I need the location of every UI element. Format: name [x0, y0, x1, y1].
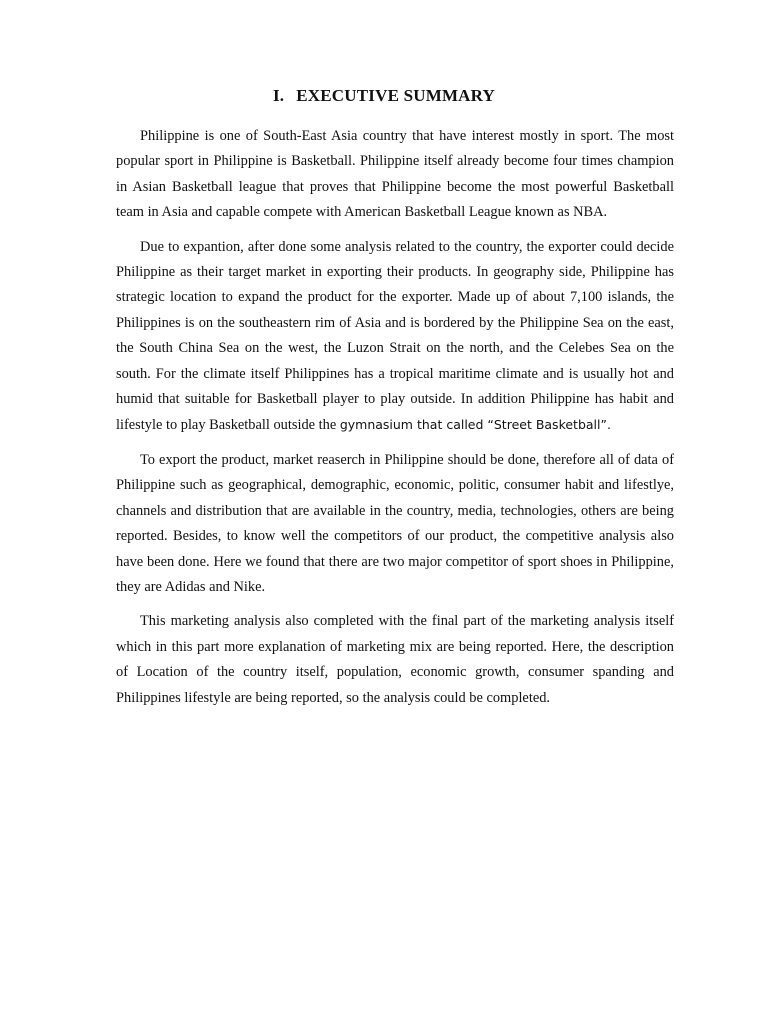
- paragraph-3-text: To export the product, market reaserch in Philippine should be done, therefore all of data of Philippine such as geographical, demographic, economic, politic, consumer habit and lifestlye, channels and distribution that are available in the country, media, technologies, others are being reported. Besides, to know well the competitors of our product, the competitive analysis also have been done. Here we found that there are two major competitor of sport shoes in Philippine, they are Adidas and Nike.: [116, 451, 674, 595]
- paragraph-1: [116, 124, 674, 226]
- paragraph-4: [116, 609, 674, 711]
- section-title: EXECUTIVE SUMMARY: [296, 86, 496, 105]
- paragraph-2-tail: gymnasium that called “Street Basketball”.: [339, 417, 611, 433]
- paragraph-1-text: Philippine is one of South-East Asia country that have interest mostly in sport. The most popular sport in Philippine is Basketball. Philippine itself already become four times champion in Asian Basketball league that proves that Philippine become the most powerful Basketball team in Asia and capable compete with American Basketball League known as NBA.: [116, 128, 674, 221]
- paragraph-4-text: This marketing analysis also completed with the final part of the marketing analysis itself which in this part more explanation of marketing mix are being reported. Here, the description of Location of the country itself, population, economic growth, consumer spanding and Philippines lifestyle are being reported, so the analysis could be completed.: [116, 613, 674, 706]
- paragraph-2: [116, 235, 674, 439]
- section-heading: [0, 86, 768, 106]
- paragraph-2-text: Due to expantion, after done some analysis related to the country, the exporter could decide Philippine as their target market in exporting their products. In geography side, Philippine has strategic location to expand the product for the exporter. Made up of about 7,100 islands, the Philippines is on the southeastern rim of Asia and is bordered by the Philippine Sea on the east, the South China Sea on the west, the Luzon Strait on the north, and the Celebes Sea on the south. For the climate itself Philippines has a tropical maritime climate and is usually hot and humid that suitable for Basketball player to play outside. In addition Philippine has habit and lifestyle to play Basketball outside the: [116, 238, 674, 434]
- section-number: I.: [272, 86, 285, 105]
- summary-body: [116, 124, 674, 720]
- paragraph-3: [116, 448, 674, 600]
